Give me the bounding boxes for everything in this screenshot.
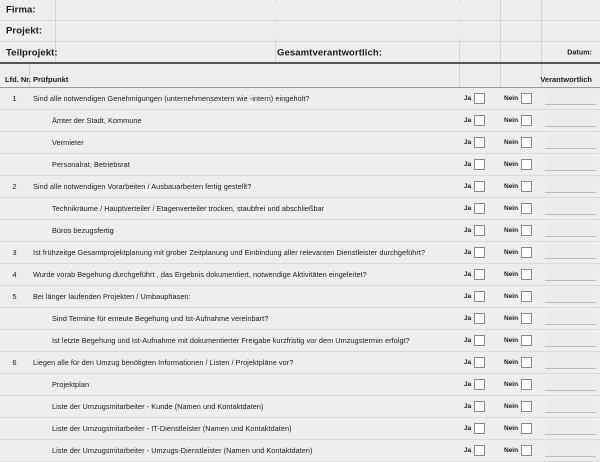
nein-label: Nein [504, 337, 519, 344]
nein-label: Nein [504, 183, 519, 190]
nein-group [504, 132, 532, 153]
nein-checkbox[interactable] [521, 379, 532, 390]
verantwortlich-input[interactable] [545, 91, 596, 105]
ja-checkbox[interactable] [474, 203, 485, 214]
ja-checkbox[interactable] [474, 401, 485, 412]
ja-label: Ja [464, 293, 472, 300]
nein-label: Nein [504, 227, 519, 234]
ja-label: Ja [464, 447, 472, 454]
verantwortlich-input[interactable] [545, 223, 596, 237]
ja-group [464, 154, 485, 175]
colhdr-vrule-3 [500, 64, 501, 87]
nein-label: Nein [504, 359, 519, 366]
nein-checkbox[interactable] [521, 203, 532, 214]
ja-group [464, 198, 485, 219]
row-pruefpunkt-text: Sind alle notwendigen Genehmigungen (unternehmensextern wie -intern) eingeholt? [33, 94, 310, 103]
row-number [0, 374, 29, 395]
verantwortlich-input[interactable] [545, 399, 596, 413]
nein-group [504, 418, 532, 439]
nein-group [504, 154, 532, 175]
nein-group [504, 440, 532, 461]
table-row [0, 286, 600, 308]
nein-group [504, 110, 532, 131]
row-pruefpunkt-text: Liste der Umzugsmitarbeiter - IT-Dienstleister (Namen und Kontaktdaten) [52, 424, 292, 433]
ja-checkbox[interactable] [474, 357, 485, 368]
column-header-row [0, 64, 600, 88]
nein-label: Nein [504, 381, 519, 388]
nein-checkbox[interactable] [521, 445, 532, 456]
ja-checkbox[interactable] [474, 423, 485, 434]
nein-group [504, 286, 532, 307]
verantwortlich-input[interactable] [545, 311, 596, 325]
nein-label: Nein [504, 293, 519, 300]
verantwortlich-input[interactable] [545, 421, 596, 435]
nein-checkbox[interactable] [521, 137, 532, 148]
ja-label: Ja [464, 205, 472, 212]
nein-label: Nein [504, 205, 519, 212]
nein-checkbox[interactable] [521, 247, 532, 258]
table-row [0, 418, 600, 440]
row-number [0, 396, 29, 417]
table-row [0, 308, 600, 330]
nein-checkbox[interactable] [521, 335, 532, 346]
ja-group [464, 176, 485, 197]
ja-label: Ja [464, 161, 472, 168]
table-row [0, 176, 600, 198]
verantwortlich-input[interactable] [545, 443, 596, 457]
projekt-input[interactable] [56, 23, 460, 39]
row-number: 3 [12, 248, 17, 257]
ja-group [464, 220, 485, 241]
row-number [0, 154, 29, 175]
table-row [0, 440, 600, 462]
row-number [0, 330, 29, 351]
row-pruefpunkt-text: Sind alle notwendigen Vorarbeiten / Ausbauarbeiten fertig gestellt? [33, 182, 252, 191]
row-pruefpunkt-text: Liste der Umzugsmitarbeiter - Umzugs-Dienstleister (Namen und Kontaktdaten) [52, 446, 313, 455]
firma-label: Firma: [6, 4, 36, 16]
column-header-verantwortlich: Verantwortlich [540, 75, 592, 84]
ja-group [464, 308, 485, 329]
table-row [0, 330, 600, 352]
nein-group [504, 374, 532, 395]
row-pruefpunkt-text: Büros bezugsfertig [52, 226, 114, 235]
row-number [0, 440, 29, 461]
nein-group [504, 330, 532, 351]
ja-checkbox[interactable] [474, 225, 485, 236]
nein-checkbox[interactable] [521, 115, 532, 126]
nein-label: Nein [504, 95, 519, 102]
ja-checkbox[interactable] [474, 181, 485, 192]
table-row [0, 220, 600, 242]
colhdr-vrule-2 [459, 64, 460, 87]
row-number: 4 [12, 270, 17, 279]
row-pruefpunkt-text: Technikräume / Hauptverteiler / Etagenverteiler trocken, staubfrei und abschließbar [52, 204, 325, 213]
table-row [0, 154, 600, 176]
ja-label: Ja [464, 95, 472, 102]
ja-group [464, 264, 485, 285]
row-number [0, 198, 29, 219]
column-header-pruefpunkt: Prüfpunkt [33, 75, 69, 84]
form-header [0, 0, 600, 64]
nein-checkbox[interactable] [521, 291, 532, 302]
verantwortlich-input[interactable] [545, 201, 596, 215]
nein-checkbox[interactable] [521, 181, 532, 192]
nein-label: Nein [504, 249, 519, 256]
ja-group [464, 396, 485, 417]
table-row [0, 88, 600, 110]
verantwortlich-input[interactable] [545, 355, 596, 369]
row-pruefpunkt-text: Vermieter [52, 138, 84, 147]
row-pruefpunkt-text: Ämter der Stadt, Kommune [52, 116, 142, 125]
row-number [0, 110, 29, 131]
ja-group [464, 440, 485, 461]
ja-label: Ja [464, 315, 472, 322]
nein-group [504, 88, 532, 109]
table-row [0, 396, 600, 418]
nein-label: Nein [504, 139, 519, 146]
ja-checkbox[interactable] [474, 313, 485, 324]
ja-label: Ja [464, 359, 472, 366]
nein-group [504, 198, 532, 219]
row-pruefpunkt-text: Liste der Umzugsmitarbeiter - Kunde (Namen und Kontaktdaten) [52, 402, 264, 411]
ja-group [464, 286, 485, 307]
nein-label: Nein [504, 425, 519, 432]
ja-group [464, 418, 485, 439]
ja-label: Ja [464, 117, 472, 124]
nein-group [504, 242, 532, 263]
nein-checkbox[interactable] [521, 269, 532, 280]
ja-label: Ja [464, 227, 472, 234]
ja-label: Ja [464, 271, 472, 278]
ja-checkbox[interactable] [474, 93, 485, 104]
ja-group [464, 242, 485, 263]
nein-checkbox[interactable] [521, 401, 532, 412]
nein-group [504, 352, 532, 373]
row-pruefpunkt-text: Projektplan [52, 380, 90, 389]
ja-checkbox[interactable] [474, 445, 485, 456]
row-number [0, 308, 29, 329]
nein-checkbox[interactable] [521, 159, 532, 170]
ja-group [464, 330, 485, 351]
row-number [0, 132, 29, 153]
row-pruefpunkt-text: Bei länger laufenden Projekten / Umbauphasen: [33, 292, 191, 301]
table-row [0, 110, 600, 132]
row-number: 5 [12, 292, 17, 301]
nein-group [504, 176, 532, 197]
ja-checkbox[interactable] [474, 247, 485, 258]
ja-label: Ja [464, 183, 472, 190]
verantwortlich-input[interactable] [545, 113, 596, 127]
row-number [0, 418, 29, 439]
verantwortlich-input[interactable] [545, 157, 596, 171]
teilprojekt-label: Teilprojekt: [6, 47, 58, 58]
verantwortlich-input[interactable] [545, 245, 596, 259]
firma-row [0, 0, 600, 21]
column-header-lfd-nr: Lfd. Nr. [5, 75, 31, 84]
ja-checkbox[interactable] [474, 291, 485, 302]
ja-group [464, 88, 485, 109]
nein-checkbox[interactable] [521, 357, 532, 368]
verantwortlich-input[interactable] [545, 179, 596, 193]
nein-label: Nein [504, 117, 519, 124]
verantwortlich-input[interactable] [545, 267, 596, 281]
nein-checkbox[interactable] [521, 225, 532, 236]
nein-label: Nein [504, 161, 519, 168]
ja-checkbox[interactable] [474, 269, 485, 280]
table-row [0, 242, 600, 264]
nein-label: Nein [504, 447, 519, 454]
row-number: 1 [12, 94, 17, 103]
ja-label: Ja [464, 139, 472, 146]
verantwortlich-input[interactable] [545, 377, 596, 391]
ja-group [464, 352, 485, 373]
datum-label: Datum: [567, 49, 592, 56]
row-pruefpunkt-text: Ist frühzeitge Gesamtprojektplanung mit grober Zeitplanung und Einbindung aller relevanten Dienstleister durchgeführt? [33, 248, 426, 257]
nein-group [504, 220, 532, 241]
verantwortlich-input[interactable] [545, 289, 596, 303]
ja-group [464, 110, 485, 131]
ja-checkbox[interactable] [474, 335, 485, 346]
row-pruefpunkt-text: Wurde vorab Begehung durchgeführt , das Ergebnis dokumentiert, notwendige Aktivitäten eingeleitet? [33, 270, 367, 279]
checklist-rows [0, 88, 600, 462]
nein-label: Nein [504, 403, 519, 410]
table-row [0, 198, 600, 220]
projekt-label: Projekt: [6, 25, 43, 37]
row-pruefpunkt-text: Personalrat, Betriebsrat [52, 160, 130, 169]
ja-group [464, 374, 485, 395]
row-number: 6 [12, 358, 17, 367]
ja-checkbox[interactable] [474, 379, 485, 390]
table-row [0, 374, 600, 396]
ja-label: Ja [464, 337, 472, 344]
ja-label: Ja [464, 425, 472, 432]
verantwortlich-input[interactable] [545, 333, 596, 347]
ja-checkbox[interactable] [474, 137, 485, 148]
nein-group [504, 308, 532, 329]
ja-checkbox[interactable] [474, 115, 485, 126]
table-row [0, 352, 600, 374]
ja-group [464, 132, 485, 153]
nein-group [504, 396, 532, 417]
table-row [0, 264, 600, 286]
gesamtverantwortlich-label: Gesamtverantwortlich: [277, 47, 383, 58]
nein-label: Nein [504, 271, 519, 278]
nein-label: Nein [504, 315, 519, 322]
row-number: 2 [12, 182, 17, 191]
row-pruefpunkt-text: Ist letzte Begehung und Ist-Aufnahme mit dokumentierter Freigabe kurzfristig vor dem Umzugstermin erfolgt? [52, 336, 410, 345]
nein-checkbox[interactable] [521, 313, 532, 324]
projekt-row [0, 21, 600, 42]
ja-label: Ja [464, 249, 472, 256]
verantwortlich-input[interactable] [545, 135, 596, 149]
firma-input[interactable] [56, 2, 460, 18]
ja-checkbox[interactable] [474, 159, 485, 170]
ja-label: Ja [464, 403, 472, 410]
ja-label: Ja [464, 381, 472, 388]
row-pruefpunkt-text: Sind Termine für erneute Begehung und Ist-Aufnahme vereinbart? [52, 314, 269, 323]
nein-checkbox[interactable] [521, 423, 532, 434]
nein-group [504, 264, 532, 285]
table-row [0, 132, 600, 154]
row-pruefpunkt-text: Liegen alle für den Umzug benötigten Informationen / Listen / Projektpläne vor? [33, 358, 294, 367]
row-number [0, 220, 29, 241]
teilprojekt-row [0, 42, 600, 63]
nein-checkbox[interactable] [521, 93, 532, 104]
